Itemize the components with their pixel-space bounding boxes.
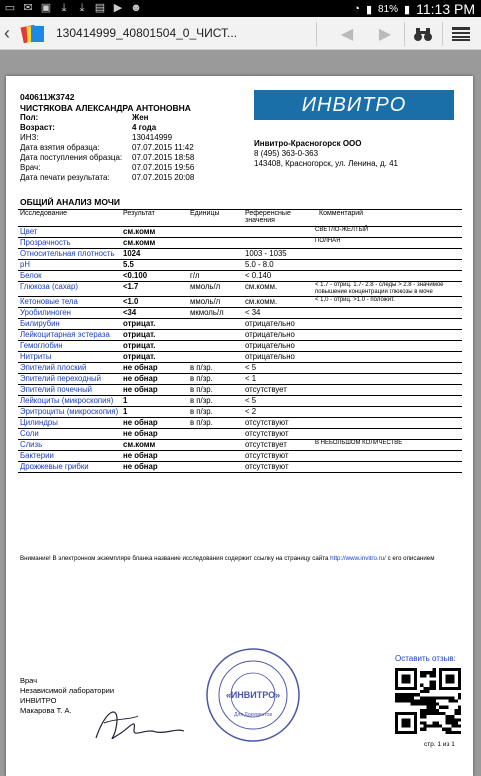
table-row bbox=[18, 407, 462, 418]
test-name-link[interactable]: Бактерии bbox=[18, 451, 121, 462]
comment-value bbox=[313, 308, 462, 319]
comment-value bbox=[313, 271, 462, 282]
unit-value bbox=[188, 319, 243, 330]
patient-field-value: 07.07.2015 20:08 bbox=[132, 173, 195, 182]
test-name-link[interactable]: Эпителий почечный bbox=[18, 385, 121, 396]
notice-text bbox=[20, 555, 435, 562]
table-row bbox=[18, 319, 462, 330]
reference-value: отсутствует bbox=[243, 385, 313, 396]
unit-value: в п/зр. bbox=[188, 374, 243, 385]
polaris-app-icon[interactable] bbox=[20, 23, 46, 45]
reference-value: отрицательно bbox=[243, 330, 313, 341]
reference-value: см.комм. bbox=[243, 297, 313, 308]
messages-icon: ▭ bbox=[4, 2, 16, 14]
test-name-link[interactable]: Дрожжевые грибки bbox=[18, 462, 121, 473]
test-name-link[interactable]: Билирубин bbox=[18, 319, 121, 330]
table-row bbox=[18, 271, 462, 282]
document-title: 130414999_40801504_0_ЧИСТ... bbox=[56, 26, 238, 40]
reference-value: отсутствуют bbox=[243, 429, 313, 440]
table-row bbox=[18, 352, 462, 363]
test-name-link[interactable]: Цилиндры bbox=[18, 418, 121, 429]
patient-field-label: Пол: bbox=[20, 113, 39, 122]
signal-icon: ▮ bbox=[365, 3, 373, 16]
wifi-icon: ◔ bbox=[353, 3, 360, 15]
table-row bbox=[18, 462, 462, 473]
stamp-sub-text: Для Документов bbox=[234, 712, 272, 718]
result-value: не обнар bbox=[121, 462, 188, 473]
patient-field-row bbox=[20, 143, 270, 153]
patient-field-row bbox=[20, 153, 270, 163]
patient-field-label: Возраст: bbox=[20, 123, 55, 132]
play-icon: ▶ bbox=[113, 2, 123, 14]
table-row bbox=[18, 440, 462, 451]
comment-value bbox=[313, 260, 462, 271]
patient-field-label: Дата взятия образца: bbox=[20, 143, 100, 152]
comment-value bbox=[313, 330, 462, 341]
app-toolbar bbox=[0, 17, 481, 50]
menu-icon[interactable] bbox=[444, 21, 478, 47]
reference-value: отсутствуют bbox=[243, 418, 313, 429]
next-icon[interactable]: ▶ bbox=[378, 26, 392, 43]
table-row bbox=[18, 227, 462, 238]
result-value: 5.5 bbox=[121, 260, 188, 271]
result-value: отрицат. bbox=[121, 319, 188, 330]
unit-value bbox=[188, 238, 243, 249]
unit-value bbox=[188, 249, 243, 260]
result-value: см.комм bbox=[121, 227, 188, 238]
feedback-label: Оставить отзыв: bbox=[395, 654, 456, 663]
previous-icon[interactable]: ◀ bbox=[340, 26, 354, 43]
patient-field-row bbox=[20, 133, 270, 143]
unit-value bbox=[188, 330, 243, 341]
unit-value bbox=[188, 352, 243, 363]
unit-value: в п/зр. bbox=[188, 418, 243, 429]
test-name-link[interactable]: pH bbox=[18, 260, 121, 271]
comment-value bbox=[313, 429, 462, 440]
unit-value: мкмоль/л bbox=[188, 308, 243, 319]
comment-value bbox=[313, 418, 462, 429]
doctor-line: Макарова Т. А. bbox=[20, 706, 72, 715]
robot-icon: ☻ bbox=[130, 2, 142, 14]
download-icon: ⤓ bbox=[61, 2, 67, 14]
reference-value: < 2 bbox=[243, 407, 313, 418]
patient-field-row bbox=[20, 113, 270, 123]
test-name-link[interactable]: Эритроциты (микроскопия) bbox=[18, 407, 121, 418]
comment-value: В НЕБОЛЬШОМ КОЛИЧЕСТВЕ bbox=[313, 440, 462, 451]
result-value: 1 bbox=[121, 407, 188, 418]
table-row bbox=[18, 363, 462, 374]
result-value: не обнар bbox=[121, 363, 188, 374]
table-row bbox=[18, 282, 462, 297]
stamp-center-text: «ИНВИТРО» bbox=[225, 690, 281, 700]
patient-field-value: 07.07.2015 18:58 bbox=[132, 153, 195, 162]
comment-value bbox=[313, 451, 462, 462]
comment-value bbox=[313, 374, 462, 385]
patient-field-label: Врач: bbox=[20, 163, 41, 172]
result-value: не обнар bbox=[121, 418, 188, 429]
reference-value: < 5 bbox=[243, 396, 313, 407]
battery-icon: ▮ bbox=[404, 3, 411, 16]
test-name-link[interactable]: Белок bbox=[18, 271, 121, 282]
reference-value: отрицательно bbox=[243, 319, 313, 330]
table-row bbox=[18, 429, 462, 440]
result-value: не обнар bbox=[121, 451, 188, 462]
unit-value bbox=[188, 451, 243, 462]
comment-value: < 1,0 - отриц. >1.0 - положит. bbox=[313, 297, 462, 308]
result-value: <0.100 bbox=[121, 271, 188, 282]
result-value: не обнар bbox=[121, 385, 188, 396]
unit-value bbox=[188, 341, 243, 352]
result-value: <34 bbox=[121, 308, 188, 319]
doctor-line: Врач bbox=[20, 676, 38, 685]
patient-name: ЧИСТЯКОВА АЛЕКСАНДРА АНТОНОВНА bbox=[20, 103, 191, 113]
patient-field-row bbox=[20, 173, 270, 183]
reference-value: < 5 bbox=[243, 363, 313, 374]
comment-value: СВЕТЛО-ЖЕЛТЫЙ bbox=[313, 227, 462, 238]
download-icon: ⤓ bbox=[79, 2, 85, 14]
comment-value bbox=[313, 385, 462, 396]
notice-prefix: Внимание! В электронном экземпляре бланка название исследования содержит ссылку на страницу сайта bbox=[20, 555, 331, 562]
unit-value bbox=[188, 260, 243, 271]
patient-field-value: 07.07.2015 11:42 bbox=[132, 143, 194, 152]
header-cell: Результат bbox=[121, 210, 188, 227]
patient-field-label: Дата печати результата: bbox=[20, 173, 110, 182]
lab-info bbox=[254, 139, 398, 169]
comment-value bbox=[313, 352, 462, 363]
result-value: отрицат. bbox=[121, 352, 188, 363]
test-name-link[interactable]: Цвет bbox=[18, 227, 121, 238]
section-title: ОБЩИЙ АНАЛИЗ МОЧИ bbox=[20, 197, 121, 207]
test-name-link[interactable]: Эпителий переходный bbox=[18, 374, 121, 385]
result-value: не обнар bbox=[121, 374, 188, 385]
reference-value: отрицательно bbox=[243, 352, 313, 363]
test-name-link[interactable]: Уробилиноген bbox=[18, 308, 121, 319]
binoculars-search-icon[interactable] bbox=[406, 21, 440, 47]
unit-value: г/л bbox=[188, 271, 243, 282]
test-name-link[interactable]: Лейкоциты (микроскопия) bbox=[18, 396, 121, 407]
result-value: <1.0 bbox=[121, 297, 188, 308]
test-name-link[interactable]: Прозрачность bbox=[18, 238, 121, 249]
clock: 11:13 PM bbox=[416, 1, 475, 17]
table-row bbox=[18, 341, 462, 352]
table-row bbox=[18, 385, 462, 396]
qr-code[interactable] bbox=[395, 668, 461, 734]
toolbar-divider bbox=[442, 22, 443, 46]
unit-value bbox=[188, 462, 243, 473]
battery-percent: 81% bbox=[378, 3, 399, 15]
header-cell: Референсные значения bbox=[243, 210, 313, 227]
patient-field-value: 4 года bbox=[132, 123, 157, 132]
comment-value bbox=[313, 407, 462, 418]
header-cell: Комментарий bbox=[313, 210, 462, 227]
patient-field-value: 130414999 bbox=[132, 133, 173, 142]
reference-value: см.комм. bbox=[243, 282, 313, 297]
lab-phone: 8 (495) 363-0-363 bbox=[254, 149, 319, 158]
patient-field-label: ИНЗ: bbox=[20, 133, 39, 142]
result-value: отрицат. bbox=[121, 330, 188, 341]
results-table bbox=[18, 209, 462, 473]
email-icon: ✉ bbox=[23, 2, 33, 14]
table-row bbox=[18, 297, 462, 308]
comment-value bbox=[313, 249, 462, 260]
page-number: стр. 1 из 1 bbox=[424, 741, 455, 748]
briefcase-icon: ▤ bbox=[94, 2, 106, 14]
document-page bbox=[6, 76, 473, 776]
reference-value: отсутствует bbox=[243, 440, 313, 451]
result-value: см.комм bbox=[121, 238, 188, 249]
document-viewer[interactable] bbox=[0, 51, 481, 770]
table-row bbox=[18, 374, 462, 385]
patient-field-value: 07.07.2015 19:56 bbox=[132, 163, 195, 172]
result-value: 1024 bbox=[121, 249, 188, 260]
result-value: 1 bbox=[121, 396, 188, 407]
test-name-link[interactable]: Гемоглобин bbox=[18, 341, 121, 352]
comment-value bbox=[313, 319, 462, 330]
patient-field-row bbox=[20, 123, 270, 133]
patient-info bbox=[20, 92, 270, 183]
reference-value: < 1 bbox=[243, 374, 313, 385]
doctor-line: Независимой лаборатории bbox=[20, 686, 115, 695]
unit-value: ммоль/л bbox=[188, 282, 243, 297]
doctor-line: ИНВИТРО bbox=[20, 696, 57, 705]
handwritten-signature bbox=[76, 698, 186, 748]
unit-value bbox=[188, 429, 243, 440]
comment-value: ПОЛНАЯ bbox=[313, 238, 462, 249]
comment-value bbox=[313, 396, 462, 407]
unit-value: в п/зр. bbox=[188, 363, 243, 374]
reference-value: отсутствуют bbox=[243, 451, 313, 462]
toolbar-divider bbox=[316, 22, 317, 46]
gallery-icon: ▣ bbox=[40, 2, 52, 14]
notice-suffix: с его описанием bbox=[385, 555, 435, 562]
test-name-link[interactable]: Глюкоза (сахар) bbox=[18, 282, 121, 297]
lab-stamp bbox=[204, 646, 302, 744]
comment-value bbox=[313, 363, 462, 374]
patient-code: 040611Ж3742 bbox=[20, 92, 75, 102]
notification-icons bbox=[4, 2, 142, 14]
unit-value: в п/зр. bbox=[188, 396, 243, 407]
reference-value: 5.0 - 8.0 bbox=[243, 260, 313, 271]
header-cell: Единицы bbox=[188, 210, 243, 227]
result-value: <1.7 bbox=[121, 282, 188, 297]
patient-field-row bbox=[20, 163, 270, 173]
patient-field-value: Жен bbox=[132, 113, 149, 122]
test-name-link[interactable]: Кетоновые тела bbox=[18, 297, 121, 308]
table-row bbox=[18, 308, 462, 319]
lab-address: 143408, Красногорск, ул. Ленина, д. 41 bbox=[254, 159, 398, 168]
reference-value: 1003 - 1035 bbox=[243, 249, 313, 260]
reference-value: < 0.140 bbox=[243, 271, 313, 282]
table-row bbox=[18, 418, 462, 429]
unit-value: в п/зр. bbox=[188, 407, 243, 418]
test-name-link[interactable]: Нитриты bbox=[18, 352, 121, 363]
reference-value bbox=[243, 238, 313, 249]
table-row bbox=[18, 260, 462, 271]
lab-name: Инвитро-Красногорск ООО bbox=[254, 139, 362, 148]
invitro-site-link[interactable]: http://www.invitro.ru/ bbox=[330, 555, 386, 562]
unit-value bbox=[188, 227, 243, 238]
reference-value: отсутствуют bbox=[243, 462, 313, 473]
test-name-link[interactable]: Соли bbox=[18, 429, 121, 440]
test-name-link[interactable]: Относительная плотность bbox=[18, 249, 121, 260]
test-name-link[interactable]: Лейкоцитарная эстераза bbox=[18, 330, 121, 341]
result-value: отрицат. bbox=[121, 341, 188, 352]
result-value: см.комм bbox=[121, 440, 188, 451]
table-row bbox=[18, 238, 462, 249]
comment-value bbox=[313, 341, 462, 352]
test-name-link[interactable]: Слизь bbox=[18, 440, 121, 451]
reference-value: < 34 bbox=[243, 308, 313, 319]
result-value: не обнар bbox=[121, 429, 188, 440]
table-row bbox=[18, 396, 462, 407]
comment-value: < 1.7 - отриц. 1.7- 2.8 - следы > 2.8 - значимое повышение концентрации глюкозы в моче bbox=[313, 282, 462, 297]
status-bar bbox=[0, 0, 481, 17]
comment-value bbox=[313, 462, 462, 473]
back-chevron-icon[interactable]: ‹ bbox=[4, 23, 10, 43]
reference-value: отрицательно bbox=[243, 341, 313, 352]
unit-value: ммоль/л bbox=[188, 297, 243, 308]
table-row bbox=[18, 451, 462, 462]
reference-value bbox=[243, 227, 313, 238]
header-cell: Исследование bbox=[18, 210, 121, 227]
test-name-link[interactable]: Эпителий плоский bbox=[18, 363, 121, 374]
unit-value bbox=[188, 440, 243, 451]
patient-field-label: Дата поступления образца: bbox=[20, 153, 123, 162]
toolbar-divider bbox=[404, 22, 405, 46]
table-row bbox=[18, 330, 462, 341]
unit-value: в п/зр. bbox=[188, 385, 243, 396]
invitro-logo: ИНВИТРО bbox=[254, 90, 454, 120]
table-header bbox=[18, 210, 462, 227]
table-row bbox=[18, 249, 462, 260]
